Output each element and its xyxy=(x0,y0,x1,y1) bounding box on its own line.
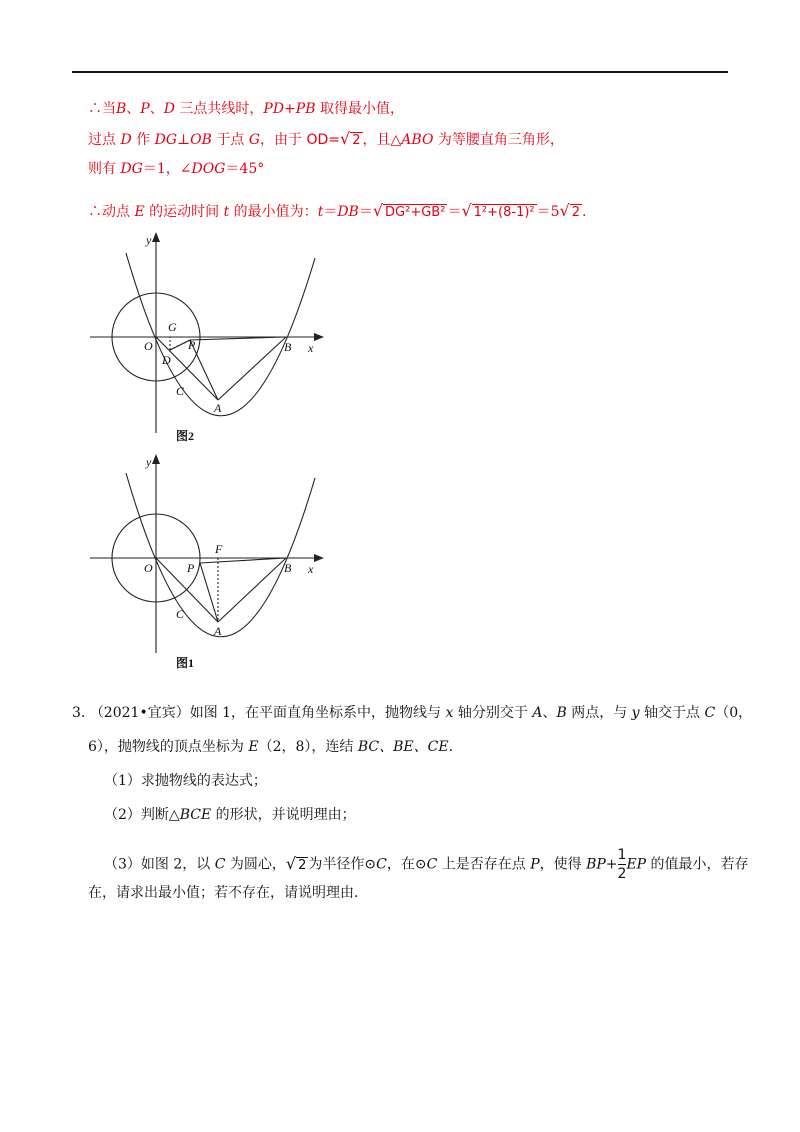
figure-2-caption: 图2 xyxy=(176,429,195,443)
figure-1-caption: 图1 xyxy=(176,656,195,670)
solution-line-1: ∴当B、P、D 三点共线时，PD+PB 取得最小值， xyxy=(88,101,404,117)
label-b: B xyxy=(284,340,292,354)
label-y: y xyxy=(146,455,152,469)
segment-ab xyxy=(218,337,286,400)
segment-ab xyxy=(218,558,286,622)
segment-dp xyxy=(170,340,190,350)
question-3-line-1: （3）如图 2，以 C 为圆心，√ 2 为半径作⊙C，在⊙C 上是否存在点 P，使得 BP+ $\frac{1}{2}$ EP 的值最小，若存 xyxy=(104,847,749,882)
label-o: O xyxy=(144,339,153,353)
label-o: O xyxy=(144,561,153,575)
label-c: C xyxy=(176,607,185,621)
label-f: F xyxy=(215,542,223,556)
solution-line-2: 过点 D 作 DG⊥OB 于点 G，由于 OD=√ 2 ，且△ABO 为等腰直角三角形， xyxy=(88,129,564,148)
segment-oa xyxy=(156,337,218,400)
y-axis-arrow xyxy=(152,232,160,242)
label-c: C xyxy=(176,384,185,398)
question-2: （2）判断△BCE 的形状，并说明理由； xyxy=(104,807,356,823)
label-g: G xyxy=(168,320,177,334)
y-axis-arrow xyxy=(152,454,160,464)
label-x: x xyxy=(308,341,314,355)
figure-1 xyxy=(86,448,336,673)
x-axis-arrow xyxy=(314,333,324,341)
solution-line-4: ∴动点 E 的运动时间 t 的最小值为：t＝DB＝√ DG²+GB² ＝√ 1²+(8-1)² ＝5√ 2 . xyxy=(88,201,587,220)
solution-line-3: 则有 DG＝1，∠DOG＝45° xyxy=(88,161,265,177)
label-a: A xyxy=(214,401,222,415)
label-d: D xyxy=(162,353,171,367)
label-y: y xyxy=(146,233,152,247)
figure-2 xyxy=(86,228,336,446)
segment-pb xyxy=(200,558,286,563)
sqrt-symbol: √ xyxy=(340,129,351,148)
parabola xyxy=(126,253,315,416)
label-p: P xyxy=(188,338,196,352)
question-1: （1）求抛物线的表达式； xyxy=(104,773,267,789)
problem-stem-line-2: 6），抛物线的顶点坐标为 E（2，8），连结 BC、BE、CE. xyxy=(88,739,454,755)
header-rule xyxy=(72,71,728,73)
label-b: B xyxy=(284,561,292,575)
question-3-line-2: 在，请求出最小值；若不存在，请说明理由. xyxy=(88,885,359,901)
problem-stem-line-1: 3. （2021•宜宾）如图 1，在平面直角坐标系中，抛物线与 x 轴分别交于 A、B 两点，与 y 轴交于点 C（0， xyxy=(72,705,753,721)
fraction-one-half: $\frac{1}{2}$ xyxy=(617,847,627,882)
label-a: A xyxy=(214,624,222,638)
x-axis-arrow xyxy=(314,554,324,562)
label-p: P xyxy=(187,561,195,575)
label-x: x xyxy=(308,562,314,576)
